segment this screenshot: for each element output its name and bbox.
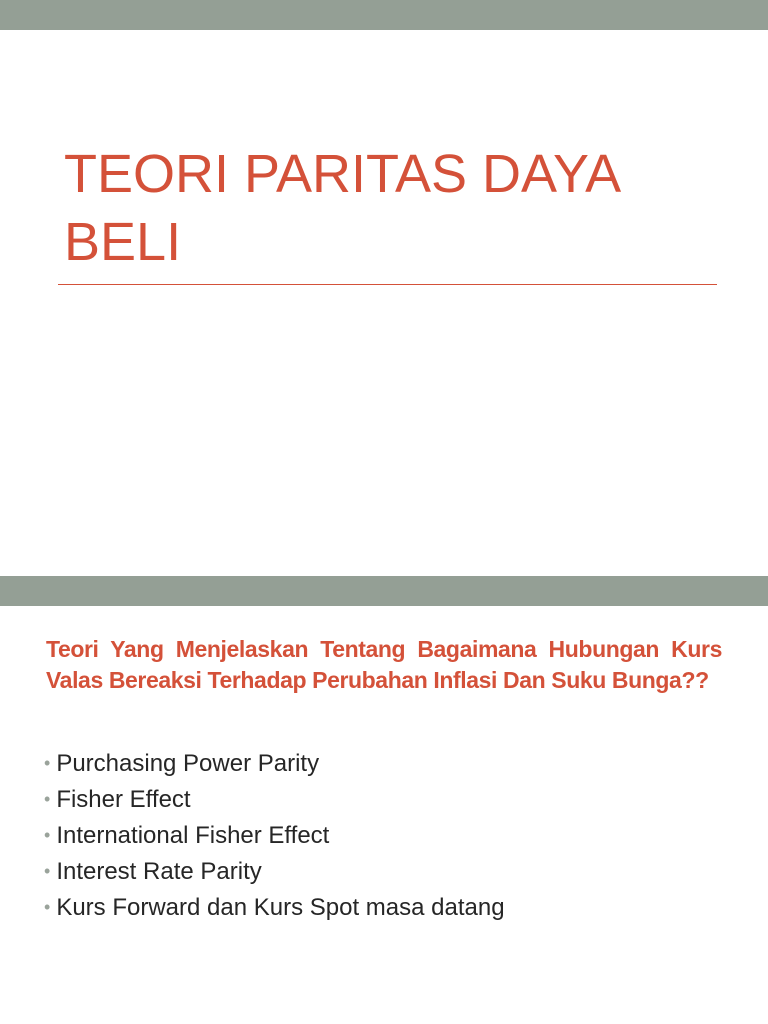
bullet-icon: • bbox=[44, 789, 51, 809]
list-item-label: International Fisher Effect bbox=[56, 822, 330, 849]
list-item bbox=[44, 746, 724, 782]
question-heading: Teori Yang Menjelaskan Tentang Bagaimana Hubungan Kurs Valas Bereaksi Terhadap Perubahan Inflasi Dan Suku Bunga?? bbox=[46, 636, 722, 693]
bullet-icon: • bbox=[44, 753, 51, 773]
top-band bbox=[0, 0, 768, 30]
topic-list bbox=[44, 746, 724, 926]
bullet-icon: • bbox=[44, 897, 51, 917]
list-item-label: Kurs Forward dan Kurs Spot masa datang bbox=[56, 894, 505, 921]
bullet-icon: • bbox=[44, 825, 51, 845]
list-item bbox=[44, 818, 724, 854]
list-item-label: Interest Rate Parity bbox=[56, 858, 262, 885]
slide-divider-band bbox=[0, 576, 768, 606]
list-item bbox=[44, 854, 724, 890]
list-item bbox=[44, 782, 724, 818]
slide-title: TEORI PARITAS DAYA BELI bbox=[64, 144, 619, 272]
list-item bbox=[44, 890, 724, 926]
title-underline bbox=[58, 284, 717, 285]
list-item-label: Purchasing Power Parity bbox=[56, 750, 320, 777]
list-item-label: Fisher Effect bbox=[56, 786, 191, 813]
bullet-icon: • bbox=[44, 861, 51, 881]
